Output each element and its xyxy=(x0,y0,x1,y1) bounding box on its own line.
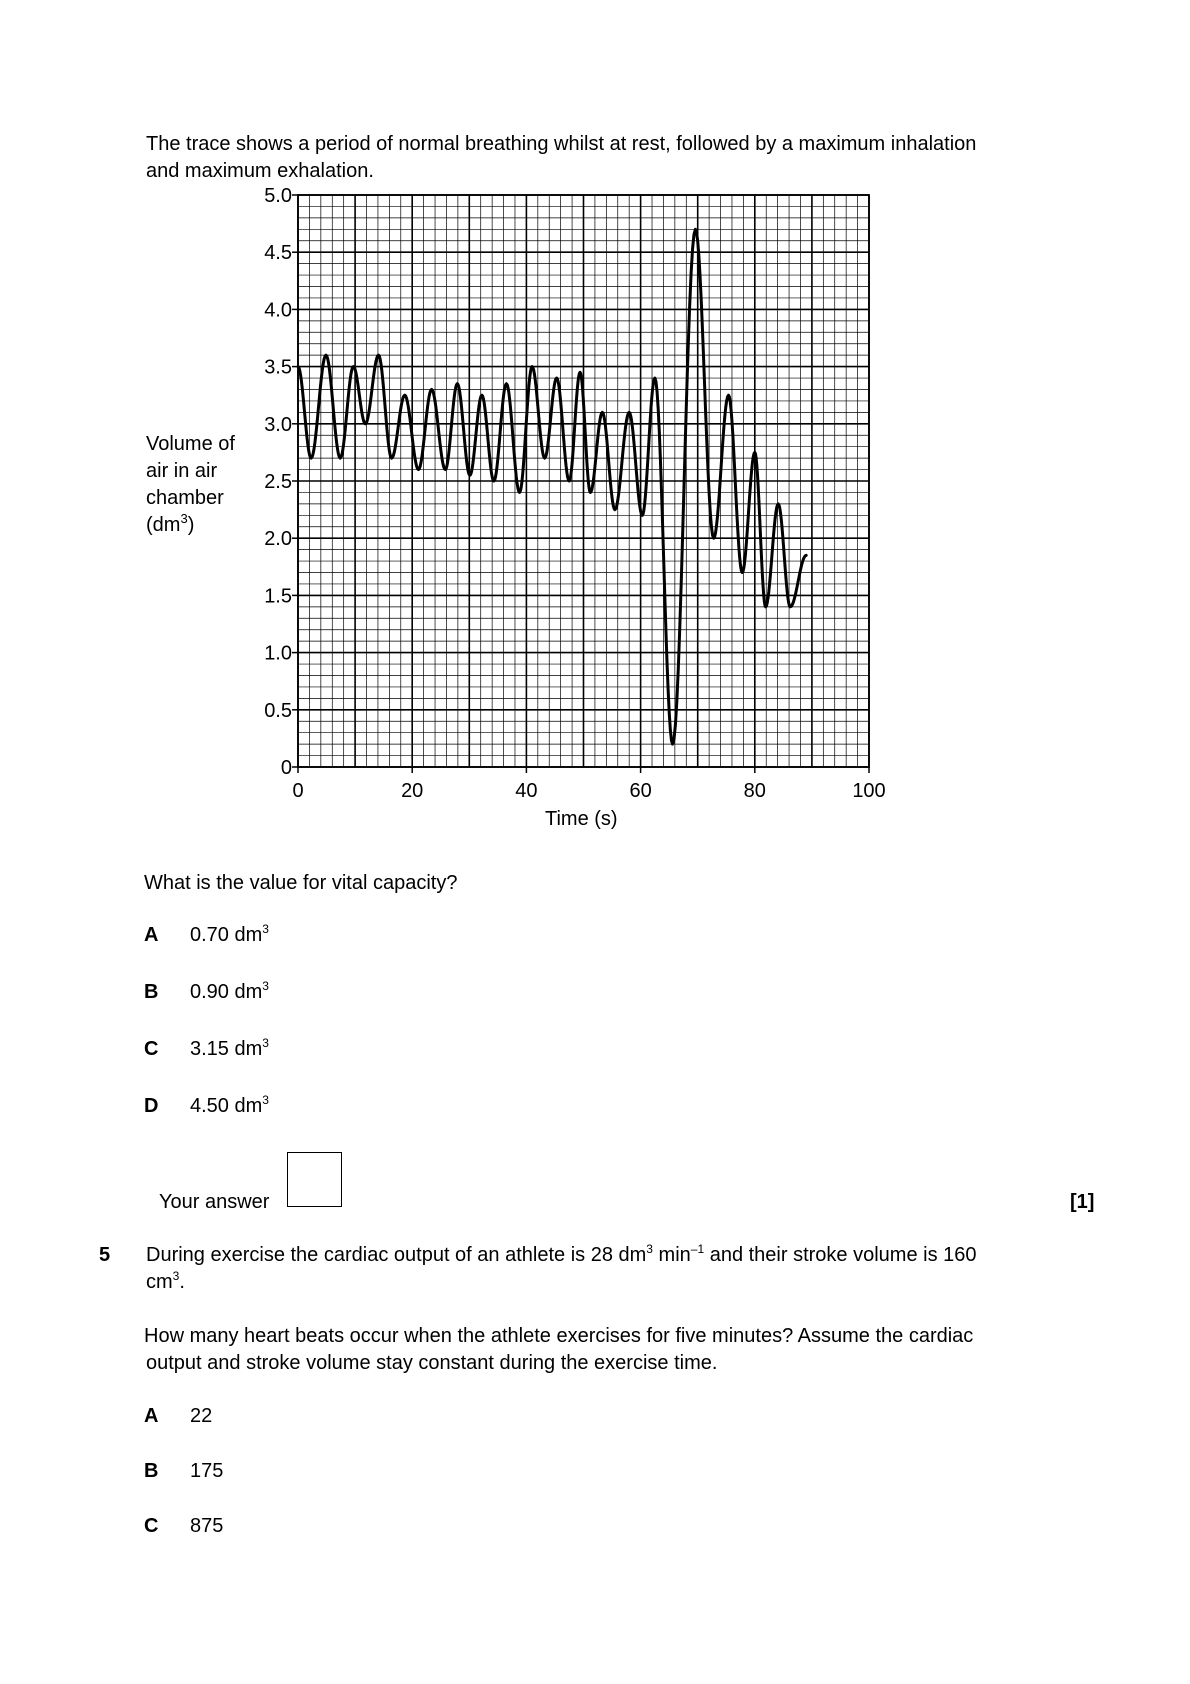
x-tick-label: 40 xyxy=(515,780,538,802)
x-tick-label: 0 xyxy=(292,780,304,802)
chart-axes xyxy=(292,195,869,773)
q5-option-b-value: 175 xyxy=(190,1460,224,1482)
question4-prompt: What is the value for vital capacity? xyxy=(144,872,458,894)
intro-line-2: and maximum exhalation. xyxy=(146,160,374,182)
intro-line-1: The trace shows a period of normal breathing whilst at rest, followed by a maximum inhalation xyxy=(146,133,977,155)
question5-stem-line-1: During exercise the cardiac output of an athlete is 28 $dm^3$ $\min^{-1}$ and their stroke volume is 160 xyxy=(146,1242,977,1266)
q5-option-a-letter: A xyxy=(144,1405,159,1427)
q4-option-d-letter: D xyxy=(144,1095,159,1117)
y-tick-labels xyxy=(264,185,292,779)
q4-option-b-letter: B xyxy=(144,981,159,1003)
question5-number: 5 xyxy=(99,1244,111,1266)
y-tick-label: 5.0 xyxy=(264,185,292,207)
y-axis-label-line-2: air in air xyxy=(146,460,218,482)
x-tick-labels xyxy=(292,780,885,802)
breathing-trace xyxy=(298,229,806,744)
y-tick-label: 2.5 xyxy=(264,471,292,493)
q5-option-c-letter: C xyxy=(144,1515,159,1537)
answer-label: Your answer xyxy=(159,1191,270,1213)
chart-grid-major xyxy=(298,195,869,767)
q4-option-d-value: 4.50 $dm^3$ xyxy=(190,1093,269,1117)
x-tick-label: 20 xyxy=(401,780,424,802)
q5-option-a-value: 22 xyxy=(190,1405,213,1427)
y-axis-label-line-1: Volume of xyxy=(146,433,235,455)
y-tick-label: 3.5 xyxy=(264,356,292,379)
q4-option-c-letter: C xyxy=(144,1038,159,1060)
q5-option-c-value: 875 xyxy=(190,1515,224,1537)
y-axis-label-line-3: chamber xyxy=(146,487,224,509)
y-tick-label: 4.5 xyxy=(264,242,292,265)
x-tick-label: 60 xyxy=(629,780,652,802)
answer-box[interactable] xyxy=(287,1152,342,1207)
y-tick-label: 2.0 xyxy=(264,528,292,551)
y-tick-label: 1.5 xyxy=(264,585,292,608)
q4-option-b-value: 0.90 $dm^3$ xyxy=(190,979,269,1003)
x-tick-label: 100 xyxy=(852,780,886,802)
y-tick-label: 3.0 xyxy=(264,413,292,436)
q4-option-a-letter: A xyxy=(144,924,159,946)
q4-option-c-value: 3.15 $dm^3$ xyxy=(190,1036,269,1060)
y-tick-label: 0.5 xyxy=(264,699,292,722)
y-tick-label: 1.0 xyxy=(264,642,292,665)
q5-option-b-letter: B xyxy=(144,1460,159,1482)
y-tick-label: 0 xyxy=(280,757,292,779)
y-tick-label: 4.0 xyxy=(264,299,292,322)
q4-option-a-value: 0.70 $dm^3$ xyxy=(190,922,269,946)
x-axis-label: Time (s) xyxy=(545,808,618,830)
question5-prompt-line-2: output and stroke volume stay constant during the exercise time. xyxy=(146,1352,718,1374)
marks-label: [1] xyxy=(1070,1191,1095,1213)
question5-prompt-line-1: How many heart beats occur when the athlete exercises for five minutes? Assume the cardiac xyxy=(144,1325,974,1347)
question5-stem-line-2: $cm^3$. xyxy=(146,1269,185,1293)
x-tick-label: 80 xyxy=(743,780,766,802)
y-axis-label-unit: $(dm^3)$ xyxy=(146,511,195,536)
